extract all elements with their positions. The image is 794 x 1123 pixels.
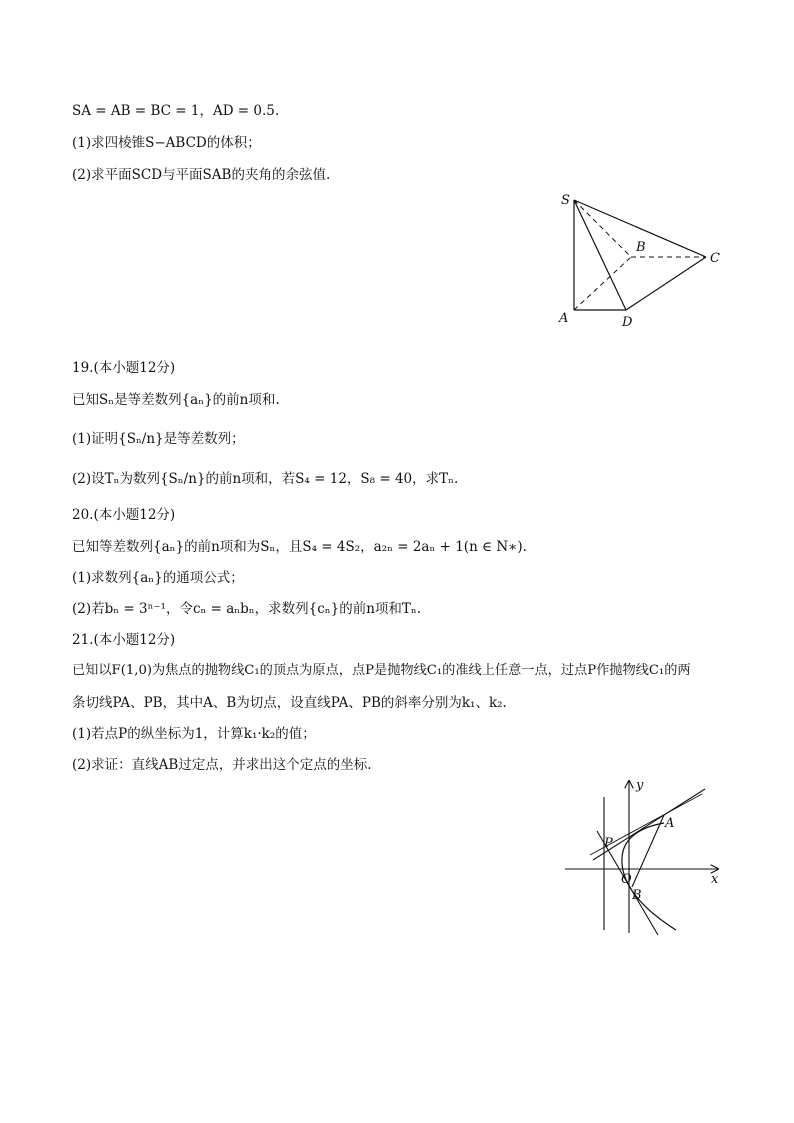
label-c: C bbox=[710, 251, 720, 266]
problem-20-part-2: (2)若bₙ = 3ⁿ⁻¹，令cₙ = aₙbₙ，求数列{cₙ}的前n项和Tₙ. bbox=[72, 601, 422, 617]
edge-sd bbox=[574, 200, 626, 310]
label-s: S bbox=[561, 193, 570, 208]
label-o: O bbox=[621, 872, 632, 887]
label-a: A bbox=[665, 816, 675, 831]
problem-21-statement-line-1: 已知以F(1,0)为焦点的抛物线C₁的顶点为原点，点P是抛物线C₁的准线上任意一点，过点P作抛物线C₁的两 bbox=[72, 663, 691, 678]
label-x: x bbox=[711, 872, 719, 887]
label-b: B bbox=[632, 888, 642, 903]
problem-18-part-2: (2)求平面SCD与平面SAB的夹角的余弦值. bbox=[72, 167, 331, 183]
problem-21-header: 21.(本小题12分) bbox=[72, 632, 176, 648]
edge-sb-dashed bbox=[574, 200, 631, 257]
label-y: y bbox=[636, 778, 644, 793]
label-p: P bbox=[604, 836, 613, 851]
problem-19-header: 19.(本小题12分) bbox=[72, 360, 176, 376]
label-b: B bbox=[636, 240, 646, 255]
problem-19-statement: 已知Sₙ是等差数列{aₙ}的前n项和. bbox=[72, 392, 280, 408]
problem-21-part-2: (2)求证：直线AB过定点，并求出这个定点的坐标. bbox=[72, 757, 372, 773]
problem-18-part-1: (1)求四棱锥S−ABCD的体积； bbox=[72, 135, 261, 151]
problem-19-part-1: (1)证明{Sₙ/n}是等差数列； bbox=[72, 431, 245, 447]
problem-21-part-1: (1)若点P的纵坐标为1，计算k₁·k₂的值； bbox=[72, 726, 316, 742]
parabola-figure bbox=[560, 775, 730, 940]
problem-20-header: 20.(本小题12分) bbox=[72, 507, 176, 523]
problem-18-given: SA = AB = BC = 1，AD = 0.5. bbox=[72, 103, 280, 119]
problem-21-statement-line-2: 条切线PA、PB，其中A、B为切点，设直线PA、PB的斜率分别为k₁、k₂. bbox=[72, 695, 507, 711]
pyramid-figure bbox=[555, 190, 725, 330]
problem-20-statement: 已知等差数列{aₙ}的前n项和为Sₙ，且S₄ = 4S₂，a₂ₙ = 2aₙ + 1(n ∈ N∗). bbox=[72, 539, 527, 555]
edge-dc bbox=[626, 257, 706, 310]
label-d: D bbox=[622, 315, 633, 330]
problem-20-part-1: (1)求数列{aₙ}的通项公式； bbox=[72, 570, 244, 586]
chord-ab bbox=[632, 815, 664, 887]
problem-19-part-2: (2)设Tₙ为数列{Sₙ/n}的前n项和，若S₄ = 12，S₈ = 40，求Tₙ. bbox=[72, 471, 459, 487]
label-a: A bbox=[559, 311, 569, 326]
